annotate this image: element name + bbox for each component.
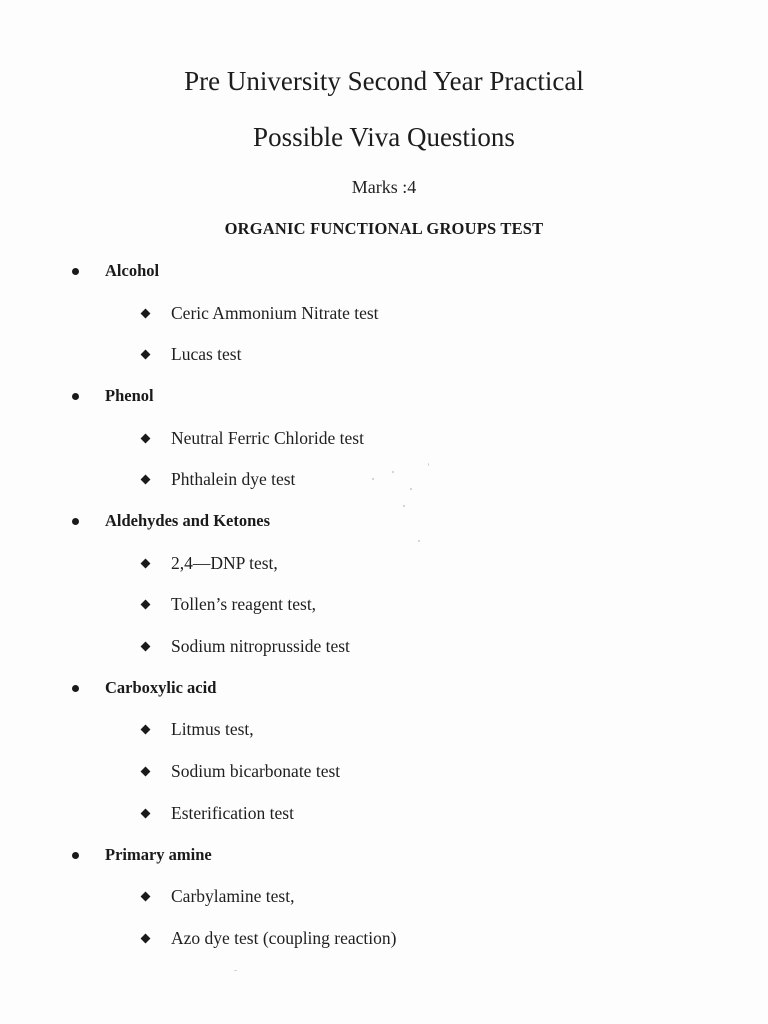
test-label: Azo dye test (coupling reaction) (171, 927, 397, 948)
group-item-carboxylic-acid (70, 676, 217, 700)
bullet-dot-icon (72, 852, 79, 859)
scan-speck (410, 488, 412, 490)
diamond-bullet-icon (141, 808, 151, 818)
scan-speck (372, 478, 374, 480)
test-label: Ceric Ammonium Nitrate test (171, 302, 379, 323)
scan-speck (392, 471, 394, 473)
test-item (140, 926, 397, 950)
test-item (140, 342, 242, 366)
test-label: Lucas test (171, 343, 242, 364)
diamond-bullet-icon (141, 433, 151, 443)
diamond-bullet-icon (141, 558, 151, 568)
test-item (140, 801, 294, 825)
document-title: Pre University Second Year Practical (184, 66, 584, 96)
test-label: Carbylamine test, (171, 885, 295, 906)
test-label: Phthalein dye test (171, 468, 296, 489)
test-item (140, 717, 254, 741)
bullet-dot-icon (72, 268, 79, 275)
diamond-bullet-icon (141, 766, 151, 776)
marks-label: Marks :4 (351, 177, 417, 197)
scan-speck (234, 970, 237, 971)
scan-speck (403, 505, 405, 507)
diamond-bullet-icon (141, 474, 151, 484)
diamond-bullet-icon (141, 891, 151, 901)
test-label: 2,4—DNP test, (171, 552, 278, 573)
scan-speck (428, 463, 429, 466)
bullet-dot-icon (72, 518, 79, 525)
test-item (140, 592, 317, 616)
test-label: Sodium bicarbonate test (171, 760, 341, 781)
diamond-bullet-icon (141, 349, 151, 359)
section-heading: ORGANIC FUNCTIONAL GROUPS TEST (224, 219, 544, 238)
group-label: Phenol (105, 386, 154, 405)
group-item-primary-amine (70, 843, 212, 867)
group-item-phenol (70, 384, 154, 408)
group-label: Carboxylic acid (105, 678, 217, 697)
test-item (140, 634, 350, 658)
test-item (140, 301, 379, 325)
test-label: Neutral Ferric Chloride test (171, 427, 364, 448)
diamond-bullet-icon (141, 641, 151, 651)
test-item (140, 551, 278, 575)
diamond-bullet-icon (141, 308, 151, 318)
bullet-dot-icon (72, 393, 79, 400)
test-item (140, 884, 295, 908)
test-label: Litmus test, (171, 718, 254, 739)
diamond-bullet-icon (141, 724, 151, 734)
diamond-bullet-icon (141, 933, 151, 943)
group-item-alcohol (70, 259, 160, 283)
document-subtitle: Possible Viva Questions (253, 122, 515, 152)
test-label: Tollen’s reagent test, (171, 593, 317, 614)
bullet-dot-icon (72, 685, 79, 692)
group-label: Primary amine (105, 845, 212, 864)
group-item-aldehydes-ketones (70, 509, 271, 533)
scan-speck (418, 540, 420, 542)
test-label: Sodium nitroprusside test (171, 635, 350, 656)
group-label: Alcohol (105, 261, 160, 280)
group-label: Aldehydes and Ketones (105, 511, 271, 530)
test-item (140, 759, 341, 783)
test-label: Esterification test (171, 802, 294, 823)
diamond-bullet-icon (141, 599, 151, 609)
test-item (140, 426, 364, 450)
test-item (140, 467, 296, 491)
